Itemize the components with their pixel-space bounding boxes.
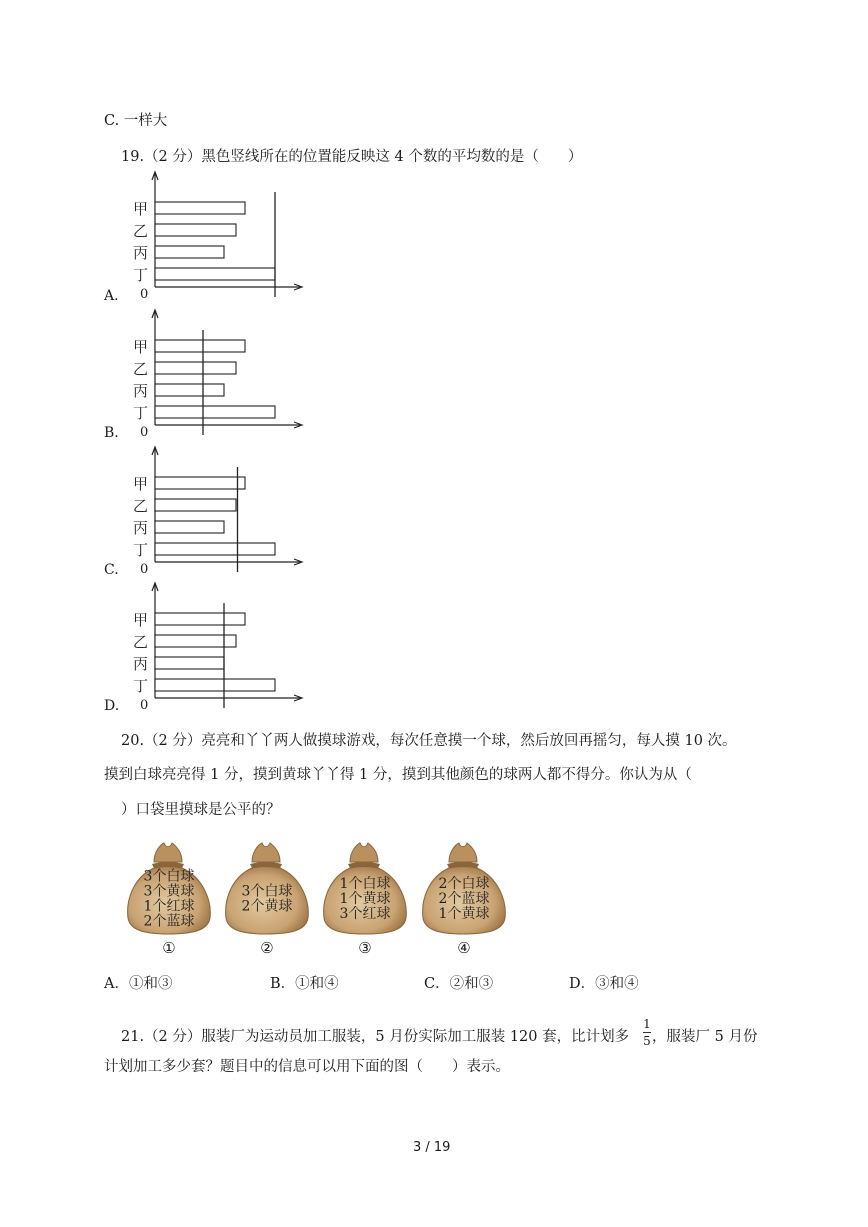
- bag-label: ④: [457, 939, 471, 957]
- bar-4: [155, 679, 275, 691]
- bag-label: ①: [162, 939, 176, 957]
- row-label-4: 丁: [133, 404, 149, 422]
- bag-text-line: 2个蓝球: [143, 913, 195, 930]
- origin-label: 0: [140, 698, 149, 713]
- bar-3: [155, 521, 224, 533]
- q20-stem-line2: 摸到白球亮亮得 1 分，摸到黄球丫丫得 1 分，摸到其他颜色的球两人都不得分。你认为从（: [104, 767, 692, 783]
- q20-choice-c: C．②和③: [424, 976, 494, 992]
- q19-chart-c: [130, 437, 330, 577]
- sack-icon: [222, 840, 312, 935]
- q18-option-c: C. 一样大: [104, 113, 168, 129]
- sack-icon: [419, 840, 509, 935]
- q19-option-letter: A.: [104, 288, 119, 304]
- bag-text-line: 2个蓝球: [438, 891, 490, 907]
- q20-choice-a: A．①和③: [104, 976, 173, 992]
- row-label-1: 甲: [133, 338, 149, 356]
- q19-chart-a: [130, 162, 330, 302]
- bar-4: [155, 543, 275, 555]
- bag-text-line: 2个白球: [438, 876, 490, 892]
- bar-1: [155, 340, 245, 352]
- origin-label: 0: [140, 287, 149, 302]
- row-label-1: 甲: [133, 475, 149, 493]
- q21-fraction-bar: [643, 1032, 651, 1033]
- sack-icon: [124, 840, 214, 935]
- q19-chart-b: [130, 300, 330, 440]
- bar-2: [155, 362, 236, 374]
- row-label-2: 乙: [133, 497, 149, 515]
- q19-chart-d: [130, 573, 330, 713]
- q20-stem-line1: 20.（2 分）亮亮和丫丫两人做摸球游戏，每次任意摸一个球，然后放回再摇匀，每人摸 10 次。: [121, 733, 737, 749]
- q20-stem-line3: ）口袋里摸球是公平的？: [121, 802, 281, 818]
- bag-label: ②: [260, 939, 274, 957]
- bag-text-line: 1个黄球: [438, 906, 490, 922]
- bar-3: [155, 246, 224, 258]
- bag-text-line: 3个白球: [241, 883, 293, 900]
- bag-text-line: 2个黄球: [241, 898, 293, 915]
- bar-4: [155, 268, 275, 280]
- q19-option-letter: B.: [104, 425, 119, 441]
- q21-fraction-numerator: 1: [643, 1017, 651, 1031]
- bar-2: [155, 224, 236, 236]
- row-label-2: 乙: [133, 633, 149, 651]
- bar-1: [155, 202, 245, 214]
- bar-3: [155, 384, 224, 396]
- q19-option-letter: C.: [104, 562, 119, 578]
- row-label-3: 丙: [133, 382, 149, 400]
- row-label-1: 甲: [133, 200, 149, 218]
- q21-fraction-denominator: 5: [643, 1034, 651, 1048]
- row-label-4: 丁: [133, 266, 149, 284]
- row-label-1: 甲: [133, 611, 149, 629]
- row-label-3: 丙: [133, 519, 149, 537]
- bag-text-line: 3个白球: [143, 868, 195, 885]
- bag-text-line: 1个红球: [143, 898, 195, 915]
- row-label-2: 乙: [133, 222, 149, 240]
- page-number: 3 / 19: [413, 1140, 451, 1155]
- row-label-4: 丁: [133, 541, 149, 559]
- row-label-2: 乙: [133, 360, 149, 378]
- bag-text-line: 3个黄球: [143, 883, 195, 900]
- bar-2: [155, 499, 236, 511]
- bag-text-line: 3个红球: [339, 906, 391, 922]
- row-label-3: 丙: [133, 655, 149, 673]
- q20-choice-d: D．③和④: [569, 976, 639, 992]
- row-label-4: 丁: [133, 677, 149, 695]
- q21-stem-line1-start: 21.（2 分）服装厂为运动员加工服装，5 月份实际加工服装 120 套，比计划多: [121, 1029, 630, 1045]
- q21-stem-line2: 计划加工多少套？题目中的信息可以用下面的图（ ）表示。: [104, 1059, 510, 1075]
- origin-label: 0: [140, 425, 149, 440]
- row-label-3: 丙: [133, 244, 149, 262]
- bar-1: [155, 613, 245, 625]
- bag-label: ③: [358, 939, 372, 957]
- origin-label: 0: [140, 562, 149, 577]
- bar-1: [155, 477, 245, 489]
- bag-text-line: 1个黄球: [339, 891, 391, 907]
- sack-icon: [320, 840, 410, 935]
- q19-stem: 19.（2 分）黑色竖线所在的位置能反映这 4 个数的平均数的是（ ）: [121, 149, 583, 165]
- bag-text-line: 1个白球: [339, 876, 391, 892]
- q21-stem-line1-end: ，服装厂 5 月份: [652, 1029, 758, 1045]
- q20-choice-b: B．①和④: [270, 976, 339, 992]
- bar-3: [155, 657, 224, 669]
- q19-option-letter: D.: [104, 698, 120, 714]
- bar-4: [155, 406, 275, 418]
